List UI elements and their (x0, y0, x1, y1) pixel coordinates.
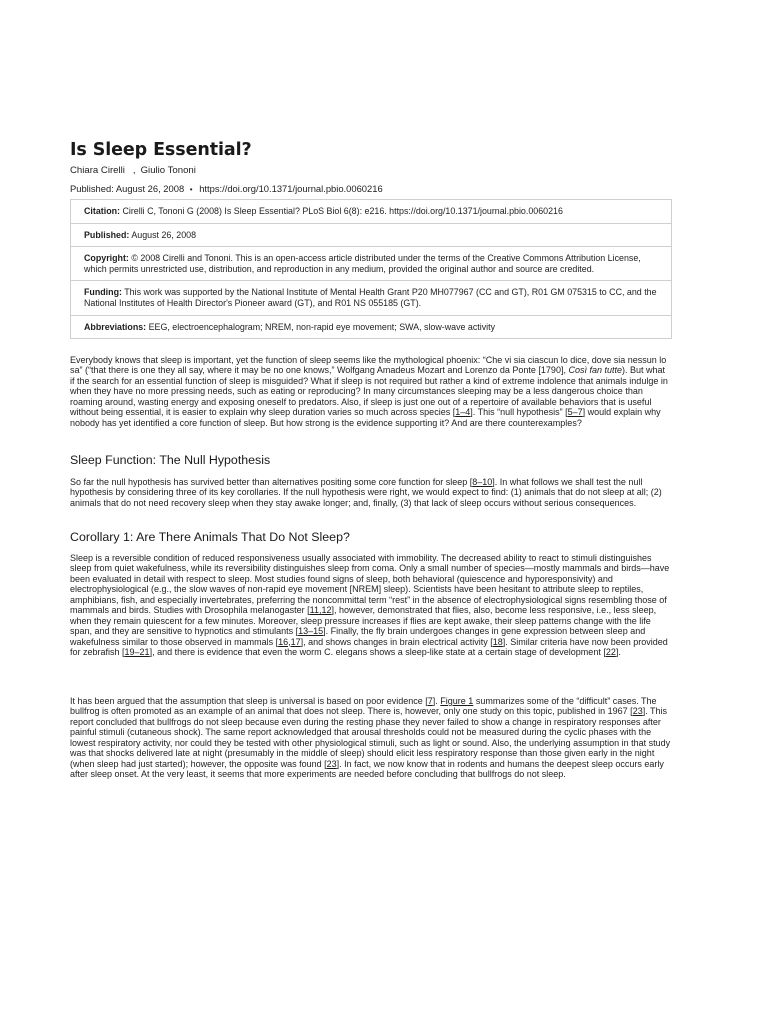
reference-link[interactable]: 22 (605, 647, 616, 658)
abbreviations-label: Abbreviations: (84, 321, 147, 332)
citation-text: Cirelli C, Tononi G (2008) Is Sleep Essential? PLoS Biol 6(8): e216. https://doi.org/10.1371/journal.pbio.0060216 (122, 206, 563, 216)
citation-label: Citation: (84, 206, 120, 216)
reference-link[interactable]: 16,17 (278, 636, 301, 647)
funding-text: This work was supported by the National Institute of Mental Health Grant P20 MH077967 (CC and GT), R01 GM 075315 to CC, and the National Institutes of Health Director's Pioneer award (GT), and R01 NS 055185 (GT). (84, 287, 657, 308)
paragraph-text: summarizes some of the “difficult” cases. The bullfrog is often promoted as an example of an animal that does not sleep. There is, however, only one study on this topic, published in 1967 [ (70, 696, 657, 717)
section-heading-null-hypothesis: Sleep Function: The Null Hypothesis (70, 453, 271, 467)
reference-link[interactable]: 7 (427, 696, 433, 706)
article-info-box (70, 199, 672, 339)
reference-link[interactable]: 23 (326, 758, 337, 769)
paragraph-text: Sleep is a reversible condition of reduced responsiveness usually associated with immobility. The decreased ability to react to stimuli distinguishes sleep from quiet wakefulness, while its reversibility distinguishes sleep from coma. Only a small number of species—mostly mammals and birds—have been evaluated in detail with respect to sleep. Most studies found signs of sleep, both behavioral (quiescence and hyporesponsivity) and electrophysiological (e.g., the slow waves of non-rapid eye movement [NREM] sleep). Scientists have been hesitant to attribute sleep to reptiles, amphibians, fish, and especially invertebrates, preferring the noncommittal term “rest” in the absence of electrophysiological signs resembling those of mammals and birds. Studies with Drosophila melanogaster [ (70, 553, 670, 616)
funding-label: Funding: (84, 287, 122, 298)
abbreviations-text: EEG, electroencephalogram; NREM, non-rapid eye movement; SWA, slow-wave activity (148, 321, 496, 332)
intro-text: ] would explain why nobody has yet identified a core function of sleep. But how strong is the evidence supporting it? And are there counterexamples? (70, 407, 661, 428)
author-list (70, 165, 196, 176)
published-text: August 26, 2008 (131, 229, 197, 240)
corollary-paragraph-1 (70, 553, 672, 658)
intro-text: ). But what if the search for an essential function of sleep is misguided? What if sleep is not required but rather a kind of extreme indolence that animals indulge in when they have no more pressing needs, such as eating or reproducing? In many circumstances sleeping may be a less dangerous choice than roaming around, wasting energy and exposing oneself to predators. Also, if sleep is just one out of a repertoire of available behaviors that is useful without being essential, it is easier to explain why sleep duration varies so much across species [ (70, 365, 668, 418)
publication-line (70, 183, 383, 194)
published-label: Published: (84, 229, 130, 240)
funding-row (71, 281, 671, 315)
reference-link[interactable]: 5–7 (567, 407, 583, 418)
section-heading-corollary-1: Corollary 1: Are There Animals That Do Not Sleep? (70, 530, 350, 544)
paragraph-text: ]. In what follows we shall test the null hypothesis by considering three of its key corollaries. If the null hypothesis were right, we would expect to find: (1) animals that do not sleep at all; (2) animals that do not need recovery sleep when they stay awake longer; and, finally, (3) that lack of sleep occurs without serious consequences. (70, 477, 662, 508)
paragraph-text: It has been argued that the assumption that sleep is universal is based on poor evidence [ (70, 696, 428, 706)
paragraph-text: ]. This report concluded that bullfrogs do not sleep because even during the resting phase they never failed to show a change in respiratory responses after painful stimuli (cutaneous shock). The same report acknowledged that arousal thresholds could not be measured during the cyclic phases with the lowest respiratory activity, nor could they be tested with other physiological stimuli, such as light or sound. Also, the underlying assumption in that study was that shocks delivered late at night (presumably in the middle of sleep) should elicit less respiratory response than those given early in the night (when sleep had just started); however, the opposite was found [ (70, 706, 671, 769)
article-title: Is Sleep Essential? (70, 140, 252, 160)
paragraph-text: ]. In fact, we now know that in rodents and humans the deepest sleep occurs early after sleep onset. At the very least, it seems that more experiments are needed before concluding that bullfrogs do not sleep. (70, 758, 664, 780)
reference-link[interactable]: 23 (632, 706, 643, 717)
corollary-paragraph-2 (70, 696, 672, 780)
published-row (71, 224, 671, 248)
paragraph-text: ]. (615, 647, 621, 658)
reference-link[interactable]: 8–10 (472, 477, 493, 487)
paragraph-text: So far the null hypothesis has survived better than alternatives positing some core function for sleep [ (70, 477, 473, 487)
paragraph-text: ]. Similar criteria have now been provided for zebrafish [ (70, 636, 668, 658)
intro-text: Everybody knows that sleep is important, yet the function of sleep seems like the mythological phoenix: “Che vi sia ciascun lo dice, dove sia nessun lo sa” (“that there is one they all say, where it may be no one knows,” Wolfgang Amadeus Mozart and Lorenzo da Ponte [1790], (70, 355, 667, 376)
copyright-text: © 2008 Cirelli and Tononi. This is an open-access article distributed under the terms of the Creative Commons Attribution License, which permits unrestricted use, distribution, and reproduction in any medium, provided the original author and source are credited. (84, 253, 641, 274)
copyright-row (71, 247, 671, 281)
author-link-tononi[interactable]: Giulio Tononi (140, 165, 196, 176)
published-date: Published: August 26, 2008 (70, 183, 185, 194)
paragraph-text: ]. (432, 696, 438, 706)
figure-link[interactable]: Figure 1 (440, 696, 474, 706)
paragraph-text: ]. Finally, the fly brain undergoes changes in gene expression between sleep and wakefulness similar to those observed in mammals [ (70, 626, 646, 647)
reference-link[interactable]: 19–21 (124, 647, 150, 658)
bullet-separator: • (189, 185, 193, 194)
paragraph-text: ], however, demonstrated that flies, also, become less responsive, i.e., less sleep, when they remain quiescent for a few minutes. Moreover, sleep pressure increases if flies are kept awake, their sleep patterns change with the life span, and they are sensitive to hypnotics and stimulants [ (70, 605, 657, 637)
paragraph-text: ], and there is evidence that even the worm C. elegans shows a sleep-like state at a certain stage of development [ (149, 647, 606, 658)
abbreviations-row (71, 316, 671, 339)
null-hypothesis-paragraph (70, 477, 672, 508)
reference-link[interactable]: 13–15 (298, 626, 324, 637)
intro-text: ]. This “null hypothesis” [ (470, 407, 568, 418)
copyright-label: Copyright: (84, 253, 129, 264)
opera-title: Così fan tutte (568, 365, 622, 376)
paragraph-text: ], and shows changes in brain electrical activity [ (300, 636, 493, 647)
reference-link[interactable]: 11,12 (309, 605, 332, 616)
reference-link[interactable]: 18 (492, 636, 503, 647)
intro-paragraph (70, 355, 672, 428)
author-separator: , (132, 165, 136, 176)
reference-link[interactable]: 1–4 (455, 407, 471, 418)
doi-link[interactable]: https://doi.org/10.1371/journal.pbio.0060216 (199, 183, 383, 194)
citation-row (71, 200, 671, 224)
author-link-cirelli[interactable]: Chiara Cirelli (70, 165, 125, 176)
